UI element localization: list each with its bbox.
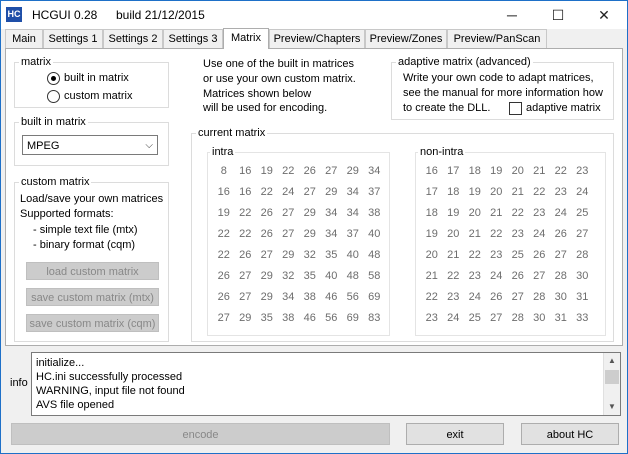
matrix-cell: 27: [282, 207, 295, 219]
matrix-cell: 22: [447, 270, 460, 282]
maximize-icon: ☐: [551, 7, 565, 23]
encode-button[interactable]: encode: [11, 423, 390, 445]
matrix-cell: 34: [282, 291, 295, 303]
matrix-cell: 23: [447, 291, 460, 303]
matrix-cell: 22: [217, 228, 230, 240]
matrix-cell: 25: [576, 207, 589, 219]
matrix-cell: 27: [239, 291, 252, 303]
adaptive-matrix-checkbox-label[interactable]: adaptive matrix: [526, 102, 601, 114]
matrix-cell: 23: [468, 270, 481, 282]
matrix-cell: 38: [282, 312, 295, 324]
matrix-cell: 30: [533, 312, 546, 324]
matrix-cell: 31: [554, 312, 567, 324]
matrix-cell: 27: [325, 165, 338, 177]
matrix-cell: 29: [239, 312, 252, 324]
matrix-cell: 22: [260, 186, 273, 198]
matrix-row: [213, 228, 385, 240]
log-line: HC.ini successfully processed: [36, 371, 183, 383]
matrix-cell: 18: [468, 165, 481, 177]
matrix-cell: 29: [303, 207, 316, 219]
about-button[interactable]: about HC: [521, 423, 619, 445]
matrix-cell: 48: [368, 249, 381, 261]
matrix-cell: 22: [239, 207, 252, 219]
matrix-cell: 24: [468, 291, 481, 303]
info-label: info: [10, 377, 28, 389]
matrix-cell: 26: [303, 165, 316, 177]
matrix-cell: 21: [511, 186, 524, 198]
adaptive-group-legend: adaptive matrix (advanced): [398, 56, 531, 68]
matrix-cell: 29: [325, 186, 338, 198]
matrix-cell: 21: [468, 228, 481, 240]
matrix-row: [213, 291, 385, 303]
matrix-cell: 22: [425, 291, 438, 303]
matrix-cell: 22: [511, 207, 524, 219]
matrix-cell: 29: [282, 249, 295, 261]
matrix-cell: 30: [576, 270, 589, 282]
matrix-cell: 83: [368, 312, 381, 324]
matrix-cell: 29: [346, 165, 359, 177]
adaptive-matrix-group: [391, 56, 614, 120]
matrix-cell: 29: [260, 291, 273, 303]
matrix-cell: 26: [490, 291, 503, 303]
matrix-cell: 37: [368, 186, 381, 198]
matrix-cell: 38: [303, 291, 316, 303]
description-line-2: or use your own custom matrix.: [203, 73, 356, 85]
log-line: initialize...: [36, 357, 85, 369]
adaptive-line-1: Write your own code to adapt matrices,: [403, 72, 594, 84]
matrix-cell: 21: [425, 270, 438, 282]
log-line: AVS file opened: [36, 399, 115, 411]
tab-preview-panscan[interactable]: Preview/PanScan: [447, 29, 547, 48]
matrix-cell: 16: [217, 186, 230, 198]
matrix-cell: 31: [576, 291, 589, 303]
matrix-cell: 27: [554, 249, 567, 261]
matrix-cell: 21: [533, 165, 546, 177]
matrix-cell: 26: [217, 270, 230, 282]
custom-line-4: - binary format (cqm): [33, 239, 136, 251]
matrix-cell: 26: [239, 249, 252, 261]
builtin-matrix-radio-label[interactable]: built in matrix: [64, 72, 129, 84]
matrix-group-legend: matrix: [21, 56, 51, 68]
matrix-cell: 23: [425, 312, 438, 324]
matrix-cell: 34: [346, 207, 359, 219]
matrix-cell: 22: [217, 249, 230, 261]
matrix-cell: 40: [325, 270, 338, 282]
custom-line-2: Supported formats:: [20, 208, 114, 220]
matrix-cell: 33: [576, 312, 589, 324]
custom-group-legend: custom matrix: [21, 176, 90, 188]
matrix-cell: 21: [447, 249, 460, 261]
matrix-cell: 56: [346, 291, 359, 303]
matrix-cell: 22: [239, 228, 252, 240]
matrix-cell: 23: [511, 228, 524, 240]
save-custom-matrix-mtx-button[interactable]: save custom matrix (mtx): [26, 288, 159, 306]
save-custom-matrix-cqm-button[interactable]: save custom matrix (cqm): [26, 314, 159, 332]
custom-matrix-group: [14, 176, 169, 342]
matrix-cell: 28: [554, 270, 567, 282]
custom-line-3: - simple text file (mtx): [33, 224, 138, 236]
matrix-row: [421, 228, 593, 240]
matrix-cell: 27: [303, 186, 316, 198]
tab-preview-zones[interactable]: Preview/Zones: [365, 29, 447, 48]
close-icon: ✕: [598, 7, 610, 23]
matrix-cell: 24: [554, 207, 567, 219]
matrix-cell: 19: [425, 228, 438, 240]
matrix-cell: 16: [239, 165, 252, 177]
matrix-cell: 20: [490, 186, 503, 198]
matrix-row: [213, 186, 385, 198]
matrix-tab-page: [5, 48, 623, 346]
builtin-group-legend: built in matrix: [21, 116, 86, 128]
matrix-cell: 19: [217, 207, 230, 219]
matrix-row: [421, 249, 593, 261]
window-title: HCGUI 0.28: [32, 8, 98, 22]
intra-matrix-box: [207, 146, 390, 336]
matrix-cell: 37: [346, 228, 359, 240]
matrix-cell: 27: [282, 228, 295, 240]
load-custom-matrix-button[interactable]: load custom matrix: [26, 262, 159, 280]
matrix-cell: 46: [325, 291, 338, 303]
matrix-cell: 8: [220, 165, 227, 177]
scroll-down-icon[interactable]: ▼: [608, 402, 616, 411]
matrix-cell: 56: [325, 312, 338, 324]
matrix-cell: 34: [325, 207, 338, 219]
matrix-cell: 23: [554, 186, 567, 198]
info-log[interactable]: [31, 352, 621, 416]
matrix-cell: 26: [533, 249, 546, 261]
matrix-row: [213, 270, 385, 282]
minimize-icon: ─: [507, 7, 517, 23]
title-bar: [1, 1, 627, 29]
matrix-cell: 23: [533, 207, 546, 219]
matrix-cell: 34: [346, 186, 359, 198]
matrix-cell: 30: [554, 291, 567, 303]
matrix-cell: 28: [511, 312, 524, 324]
matrix-row: [421, 312, 593, 324]
chevron-down-icon: ⌵: [145, 140, 153, 151]
matrix-cell: 34: [368, 165, 381, 177]
app-icon: HC: [6, 7, 22, 22]
matrix-cell: 19: [260, 165, 273, 177]
matrix-cell: 26: [217, 291, 230, 303]
matrix-row: [213, 165, 385, 177]
intra-label: intra: [212, 146, 234, 158]
description-line-3: Matrices shown below: [203, 88, 312, 100]
matrix-cell: 20: [447, 228, 460, 240]
matrix-cell: 23: [490, 249, 503, 261]
matrix-cell: 26: [260, 228, 273, 240]
builtin-matrix-group: [14, 116, 169, 166]
tab-settings-3[interactable]: Settings 3: [163, 29, 223, 48]
scroll-thumb[interactable]: [605, 370, 619, 384]
matrix-cell: 27: [239, 270, 252, 282]
matrix-cell: 28: [576, 249, 589, 261]
matrix-cell: 24: [533, 228, 546, 240]
matrix-row: [213, 312, 385, 324]
matrix-cell: 27: [490, 312, 503, 324]
matrix-cell: 27: [511, 291, 524, 303]
adaptive-line-2: see the manual for more information how: [403, 87, 603, 99]
exit-button[interactable]: exit: [406, 423, 504, 445]
tab-preview-chapters[interactable]: Preview/Chapters: [269, 29, 365, 48]
matrix-row: [421, 186, 593, 198]
maximize-button[interactable]: [535, 1, 581, 29]
matrix-cell: 19: [447, 207, 460, 219]
builtin-matrix-radio[interactable]: [47, 72, 60, 85]
tab-main[interactable]: Main: [5, 29, 43, 48]
matrix-row: [421, 165, 593, 177]
matrix-cell: 17: [425, 186, 438, 198]
matrix-row: [421, 291, 593, 303]
matrix-cell: 35: [260, 312, 273, 324]
matrix-cell: 34: [325, 228, 338, 240]
matrix-cell: 22: [468, 249, 481, 261]
matrix-cell: 24: [490, 270, 503, 282]
matrix-cell: 22: [554, 165, 567, 177]
matrix-cell: 24: [576, 186, 589, 198]
build-label: build 21/12/2015: [116, 8, 205, 22]
matrix-row: [213, 249, 385, 261]
scroll-up-icon[interactable]: ▲: [608, 356, 616, 365]
matrix-cell: 69: [368, 291, 381, 303]
adaptive-line-3: to create the DLL.: [403, 102, 491, 114]
nonintra-label: non-intra: [420, 146, 464, 158]
matrix-cell: 32: [282, 270, 295, 282]
matrix-cell: 24: [447, 312, 460, 324]
builtin-matrix-select[interactable]: [22, 135, 158, 155]
matrix-cell: 20: [425, 249, 438, 261]
matrix-cell: 46: [303, 312, 316, 324]
matrix-cell: 58: [368, 270, 381, 282]
matrix-row: [213, 207, 385, 219]
matrix-cell: 20: [468, 207, 481, 219]
matrix-row: [421, 270, 593, 282]
matrix-cell: 28: [533, 291, 546, 303]
matrix-cell: 23: [576, 165, 589, 177]
info-scrollbar[interactable]: [603, 353, 620, 415]
custom-line-1: Load/save your own matrices: [20, 193, 164, 205]
matrix-group: [14, 56, 169, 108]
matrix-cell: 48: [346, 270, 359, 282]
matrix-cell: 29: [303, 228, 316, 240]
matrix-cell: 18: [447, 186, 460, 198]
matrix-cell: 19: [490, 165, 503, 177]
matrix-cell: 20: [511, 165, 524, 177]
minimize-button[interactable]: [489, 1, 535, 29]
matrix-cell: 22: [490, 228, 503, 240]
matrix-cell: 21: [490, 207, 503, 219]
matrix-cell: 38: [368, 207, 381, 219]
builtin-matrix-value: MPEG: [27, 140, 60, 152]
close-button[interactable]: [581, 1, 627, 29]
matrix-cell: 69: [346, 312, 359, 324]
adaptive-matrix-checkbox[interactable]: [509, 102, 522, 115]
matrix-cell: 27: [260, 249, 273, 261]
nonintra-matrix-box: [415, 146, 606, 336]
matrix-cell: 26: [511, 270, 524, 282]
matrix-cell: 40: [368, 228, 381, 240]
matrix-cell: 22: [533, 186, 546, 198]
matrix-cell: 22: [282, 165, 295, 177]
matrix-cell: 19: [468, 186, 481, 198]
matrix-cell: 40: [346, 249, 359, 261]
matrix-cell: 24: [282, 186, 295, 198]
log-line: WARNING, input file not found: [36, 385, 185, 397]
description-line-1: Use one of the built in matrices: [203, 58, 355, 70]
matrix-cell: 16: [239, 186, 252, 198]
matrix-row: [421, 207, 593, 219]
matrix-cell: 27: [576, 228, 589, 240]
custom-matrix-radio-label[interactable]: custom matrix: [64, 90, 133, 102]
matrix-cell: 35: [325, 249, 338, 261]
matrix-cell: 29: [260, 270, 273, 282]
current-matrix-group: [191, 127, 614, 342]
matrix-cell: 27: [533, 270, 546, 282]
matrix-cell: 27: [217, 312, 230, 324]
tab-settings-2[interactable]: Settings 2: [103, 29, 163, 48]
matrix-cell: 35: [303, 270, 316, 282]
matrix-cell: 16: [425, 165, 438, 177]
matrix-cell: 25: [468, 312, 481, 324]
matrix-cell: 18: [425, 207, 438, 219]
matrix-cell: 32: [303, 249, 316, 261]
description-line-4: will be used for encoding.: [203, 102, 328, 114]
current-matrix-legend: current matrix: [198, 127, 266, 139]
matrix-cell: 17: [447, 165, 460, 177]
matrix-cell: 26: [554, 228, 567, 240]
custom-matrix-radio[interactable]: [47, 90, 60, 103]
matrix-cell: 25: [511, 249, 524, 261]
tab-settings-1[interactable]: Settings 1: [43, 29, 103, 48]
tab-matrix[interactable]: Matrix: [223, 28, 269, 49]
matrix-cell: 26: [260, 207, 273, 219]
